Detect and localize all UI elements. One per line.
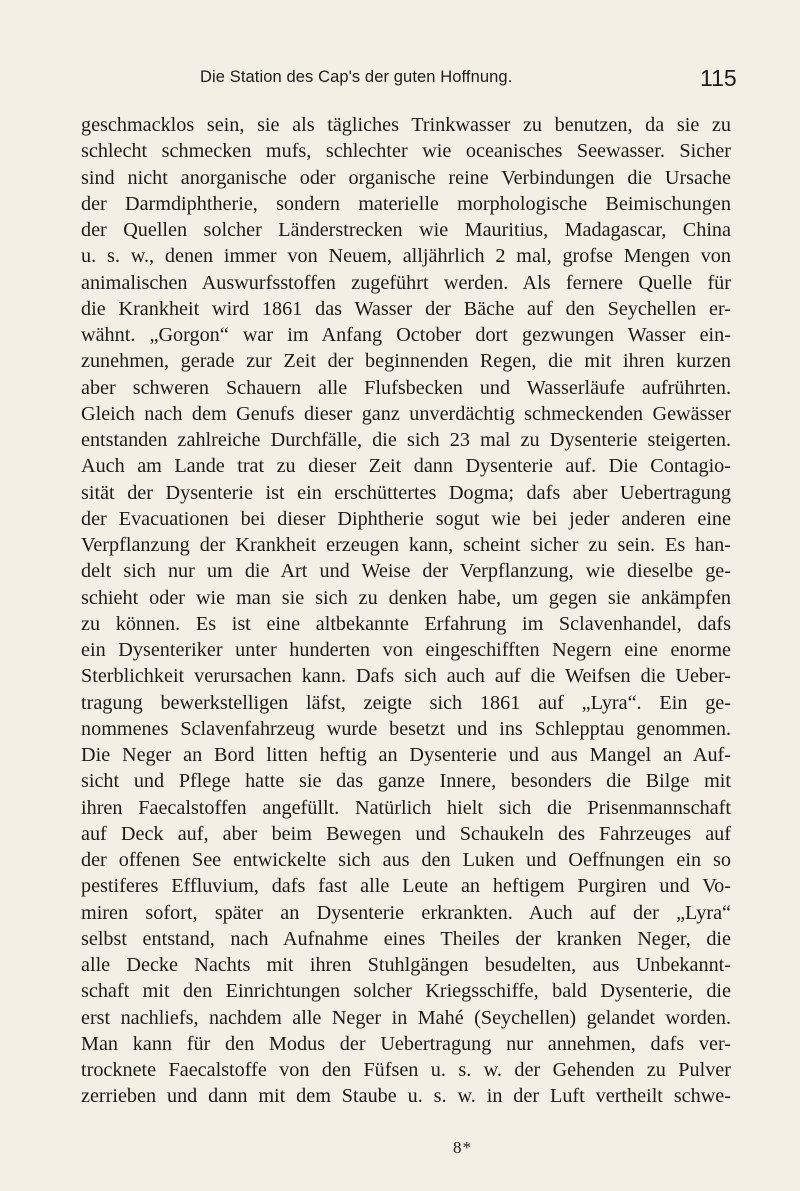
text-line: schaft mit den Einrichtungen solcher Kriegsschiffe, bald Dysenterie, die bbox=[81, 980, 731, 1003]
text-line: Auch am Lande trat zu dieser Zeit dann Dysenterie auf. Die Contagio- bbox=[81, 455, 731, 478]
text-line: delt sich nur um die Art und Weise der Verpflanzung, wie dieselbe ge- bbox=[81, 560, 731, 583]
text-line: selbst entstand, nach Aufnahme eines Theiles der kranken Neger, die bbox=[81, 927, 731, 950]
text-line: sität der Dysenterie ist ein erschüttertes Dogma; dafs aber Uebertragung bbox=[81, 481, 731, 504]
text-line: Sterblichkeit verursachen kann. Dafs sich auch auf die Weifsen die Ueber- bbox=[81, 665, 731, 688]
text-line: miren sofort, später an Dysenterie erkrankten. Auch auf der „Lyra“ bbox=[81, 901, 731, 924]
signature-mark: 8* bbox=[453, 1138, 472, 1157]
body-text bbox=[81, 112, 731, 1110]
text-line: ihren Faecalstoffen angefüllt. Natürlich hielt sich die Prisenmannschaft bbox=[81, 796, 731, 819]
text-line: zu können. Es ist eine altbekannte Erfahrung im Sclavenhandel, dafs bbox=[81, 612, 731, 635]
text-line: entstanden zahlreiche Durchfälle, die sich 23 mal zu Dysenterie steigerten. bbox=[81, 429, 731, 451]
text-line: schlecht schmecken mufs, schlechter wie oceanisches Seewasser. Sicher bbox=[81, 140, 731, 163]
text-line: zunehmen, gerade zur Zeit der beginnenden Regen, die mit ihren kurzen bbox=[81, 350, 731, 373]
page-number: 115 bbox=[700, 65, 737, 91]
text-line: schieht oder wie man sie sich zu denken habe, um gegen sie ankämpfen bbox=[81, 586, 731, 609]
text-line: sicht und Pflege hatte sie das ganze Innere, besonders die Bilge mit bbox=[81, 770, 731, 793]
text-line: aber schweren Schauern alle Flufsbecken und Wasserläufe aufrührten. bbox=[81, 376, 731, 399]
text-line: ein Dysenteriker unter hunderten von eingeschifften Negern eine enorme bbox=[81, 639, 731, 661]
running-title: Die Station des Cap's der guten Hoffnung. bbox=[200, 68, 513, 86]
text-line: alle Decke Nachts mit ihren Stuhlgängen besudelten, aus Unbekannt- bbox=[81, 954, 731, 976]
running-header bbox=[0, 62, 800, 102]
text-line: der offenen See entwickelte sich aus den Luken und Oeffnungen ein so bbox=[81, 849, 731, 871]
text-line: tragung bewerkstelligen läfst, zeigte sich 1861 auf „Lyra“. Ein ge- bbox=[81, 691, 731, 714]
text-line: auf Deck auf, aber beim Bewegen und Schaukeln des Fahrzeuges auf bbox=[81, 822, 731, 845]
text-line: animalischen Auswurfsstoffen zugeführt werden. Als fernere Quelle für bbox=[81, 271, 731, 294]
text-line: der Darmdiphtherie, sondern materielle morphologische Beimischungen bbox=[81, 192, 731, 215]
text-line: geschmacklos sein, sie als tägliches Trinkwasser zu benutzen, da sie zu bbox=[81, 114, 731, 136]
text-line: zerrieben und dann mit dem Staube u. s. w. in der Luft vertheilt schwe- bbox=[81, 1085, 731, 1108]
text-line: wähnt. „Gorgon“ war im Anfang October dort gezwungen Wasser ein- bbox=[81, 324, 731, 346]
text-line: Man kann für den Modus der Uebertragung nur annehmen, dafs ver- bbox=[81, 1032, 731, 1055]
text-line: u. s. w., denen immer von Neuem, alljährlich 2 mal, grofse Mengen von bbox=[81, 245, 731, 268]
text-line: der Quellen solcher Länderstrecken wie Mauritius, Madagascar, China bbox=[81, 219, 731, 241]
text-line: nommenes Sclavenfahrzeug wurde besetzt und ins Schlepptau genommen. bbox=[81, 717, 731, 740]
text-line: trocknete Faecalstoffe von den Füfsen u. s. w. der Gehenden zu Pulver bbox=[81, 1059, 731, 1081]
text-line: pestiferes Effluvium, dafs fast alle Leute an heftigem Purgiren und Vo- bbox=[81, 875, 731, 898]
text-line: erst nachliefs, nachdem alle Neger in Mahé (Seychellen) gelandet worden. bbox=[81, 1006, 731, 1029]
text-line: Verpflanzung der Krankheit erzeugen kann, scheint sicher zu sein. Es han- bbox=[81, 534, 731, 556]
text-line: Gleich nach dem Genufs dieser ganz unverdächtig schmeckenden Gewässer bbox=[81, 402, 731, 425]
text-line: der Evacuationen bei dieser Diphtherie sogut wie bei jeder anderen eine bbox=[81, 507, 731, 530]
text-line: Die Neger an Bord litten heftig an Dysenterie und aus Mangel an Auf- bbox=[81, 744, 731, 766]
text-line: sind nicht anorganische oder organische reine Verbindungen die Ursache bbox=[81, 166, 731, 189]
text-line: die Krankheit wird 1861 das Wasser der Bäche auf den Seychellen er- bbox=[81, 297, 731, 320]
